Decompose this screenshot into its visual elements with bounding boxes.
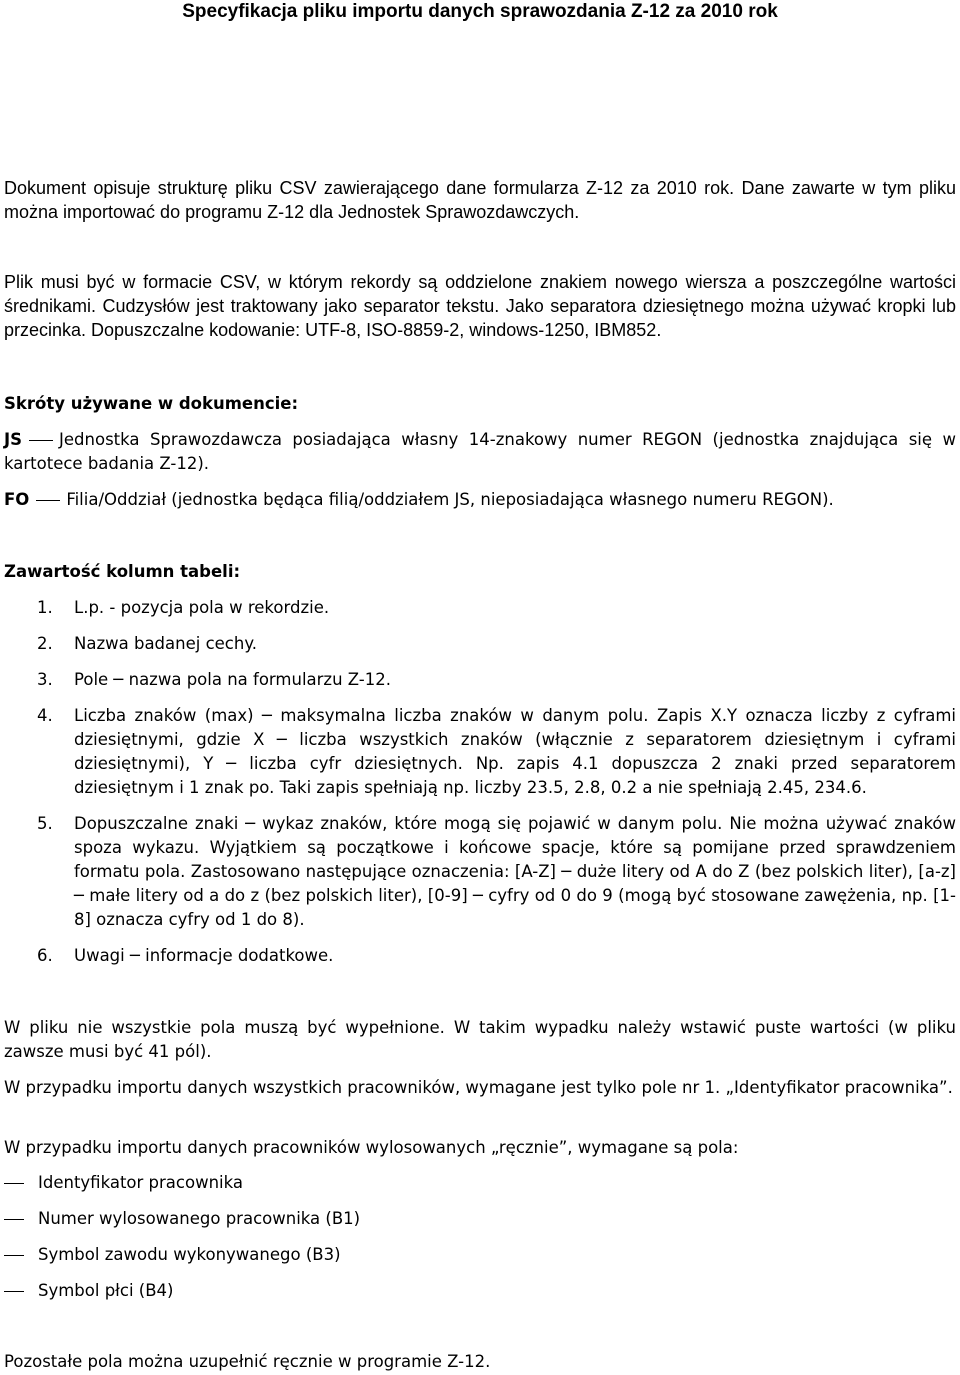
dash-bullet-icon [4,1183,24,1184]
abbrev-js-term: JS [4,430,23,449]
abbrev-fo-term: FO [4,490,30,509]
list-item-text: Liczba znaków (max) ─ maksymalna liczba znaków w danym polu. Zapis X.Y oznacza liczby z cyframi dziesiętnymi, gdzie X ─ liczba wszystkich znaków (włącznie z separatorem dziesiętnym i cyframi dziesiętnymi), Y ─ liczba cyfr dziesiętnych. Np. zapis 4.1 dopuszcza 2 znaki przed separatorem dziesiętnym i 1 znak po. Taki zapis spełniają np. liczby 23.5, 2.8, 0.2 a nie spełniają 2.45, 234.6. [74,706,956,797]
notes-manual: W przypadku importu danych pracowników wylosowanych „ręcznie”, wymagane są pola: [4,1138,739,1157]
list-item-number: 4. [37,706,53,725]
format-paragraph: Plik musi być w formacie CSV, w którym rekordy są oddzielone znakiem nowego wiersza a poszczególne wartości średnikami. Cudzysłów jest traktowany jako separator tekstu. Jako separatora dziesiętnego można używać kropki lub przecinka. Dopuszczalne kodowanie: UTF-8, ISO-8859-2, windows-1250, IBM852. [4,272,956,340]
dash-bullet-icon [4,1219,24,1220]
list-item-text: Pole ─ nazwa pola na formularzu Z-12. [74,670,391,689]
intro-paragraph: Dokument opisuje strukturę pliku CSV zawierającego dane formularza Z-12 za 2010 rok. Dane zawarte w tym pliku można importować do programu Z-12 dla Jednostek Sprawozdawczych. [4,178,956,222]
dash-icon [36,500,60,501]
list-item-number: 2. [37,634,53,653]
list-item-text: Symbol płci (B4) [38,1281,174,1300]
abbrev-fo-definition: Filia/Oddział (jednostka będąca filią/oddziałem JS, nieposiadająca własnego numeru REGON). [66,490,834,509]
list-item-text: Uwagi ─ informacje dodatkowe. [74,946,334,965]
dash-icon [29,440,53,441]
columns-heading: Zawartość kolumn tabeli: [4,562,241,581]
abbrev-heading: Skróty używane w dokumencie: [4,394,299,413]
list-item-text: Symbol zawodu wykonywanego (B3) [38,1245,341,1264]
dash-bullet-icon [4,1291,24,1292]
list-item-text: Numer wylosowanego pracownika (B1) [38,1209,361,1228]
list-item-text: Identyfikator pracownika [38,1173,243,1192]
list-item-text: Dopuszczalne znaki ─ wykaz znaków, które mogą się pojawić w danym polu. Nie można używać znaków spoza wykazu. Wyjątkiem są początkowe i końcowe spacje, które są pomijane przed sprawdzeniem formatu pola. Zastosowano następujące oznaczenia: [A-Z] ─ duże litery od A do Z (bez polskich liter), [a-z] ─ małe litery od a do z (bez polskich liter), [0-9] ─ cyfry od 0 do 9 (mogą być stosowane zawężenia, np. [1-8] oznacza cyfry od 1 do 8). [74,814,956,929]
list-item-number: 1. [37,598,53,617]
abbrev-js-definition: Jednostka Sprawozdawcza posiadająca własny 14-znakowy numer REGON (jednostka znajdująca się w kartotece badania Z-12). [4,430,956,473]
list-item-text: L.p. - pozycja pola w rekordzie. [74,598,330,617]
document-title: Specyfikacja pliku importu danych sprawozdania Z-12 za 2010 rok [182,1,778,22]
abbrev-js [4,428,956,476]
list-item-number: 5. [37,814,53,833]
notes-fields: W pliku nie wszystkie pola muszą być wypełnione. W takim wypadku należy wstawić puste wartości (w pliku zawsze musi być 41 pól). [4,1018,956,1061]
list-item-number: 3. [37,670,53,689]
dash-bullet-icon [4,1255,24,1256]
notes-all: W przypadku importu danych wszystkich pracowników, wymagane jest tylko pole nr 1. „Identyfikator pracownika”. [4,1078,953,1097]
list-item-text: Nazwa badanej cechy. [74,634,257,653]
abbrev-fo [4,488,956,512]
list-item-number: 6. [37,946,53,965]
footer-note: Pozostałe pola można uzupełnić ręcznie w programie Z-12. [4,1352,491,1371]
